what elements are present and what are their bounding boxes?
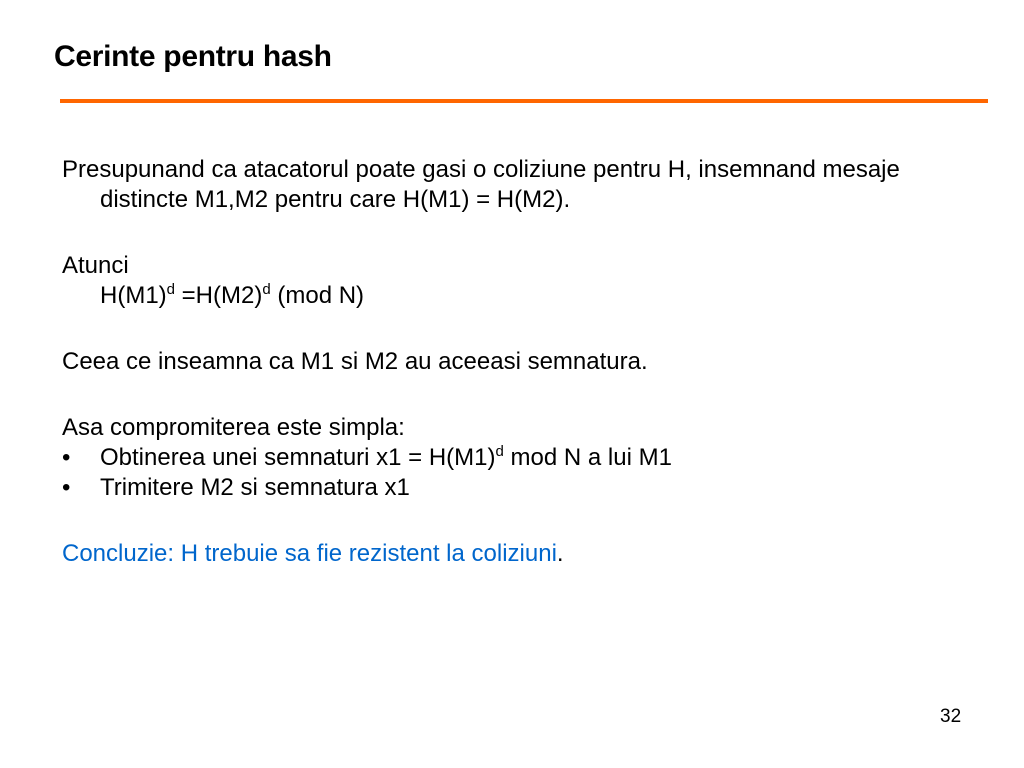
formula-exponent-2: d (262, 281, 271, 298)
bullet-text (100, 443, 672, 473)
same-signature-paragraph: Ceea ce inseamna ca M1 si M2 au aceeasi semnatura. (62, 348, 648, 375)
conclusion-period: . (556, 540, 564, 567)
compromise-intro: Asa compromiterea este simpla: (62, 414, 405, 441)
bullet-text-part-1: Obtinerea unei semnaturi x1 = H(M1) (100, 444, 496, 471)
bullet-exponent: d (495, 443, 504, 460)
page-number: 32 (940, 706, 962, 727)
title-underline (60, 99, 988, 103)
spacer (62, 377, 982, 413)
bullet-item (62, 473, 982, 503)
conclusion-paragraph (62, 539, 982, 569)
bullet-text-part-2: mod N a lui M1 (503, 444, 672, 471)
slide-body (62, 155, 982, 569)
spacer (62, 215, 982, 251)
bullet-item (62, 443, 982, 473)
spacer (62, 311, 982, 347)
spacer (62, 503, 982, 539)
bullet-symbol: • (62, 474, 71, 501)
slide-title: Cerinte pentru hash (54, 40, 332, 73)
formula-part-1: H(M1) (100, 282, 167, 309)
conclusion-text: Concluzie: H trebuie sa fie rezistent la coliziuni (62, 540, 557, 567)
formula-part-2: =H(M2) (175, 282, 263, 309)
then-label: Atunci (62, 252, 129, 279)
formula-line (62, 281, 982, 311)
formula-part-3: (mod N) (270, 282, 365, 309)
bullet-symbol: • (62, 444, 71, 471)
premise-paragraph: Presupunand ca atacatorul poate gasi o coliziune pentru H, insemnand mesaje distincte M1,M2 pentru care H(M1) = H(M2). (62, 156, 900, 213)
bullet-text: Trimitere M2 si semnatura x1 (100, 474, 410, 501)
formula-exponent-1: d (166, 281, 175, 298)
